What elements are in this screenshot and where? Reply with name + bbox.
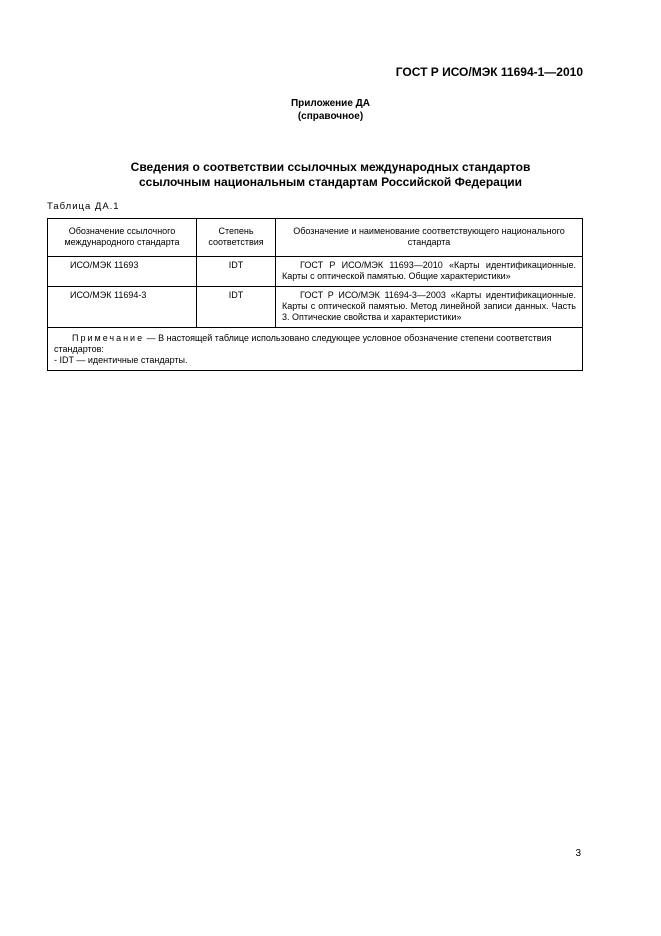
cell-national-standard: ГОСТ Р ИСО/МЭК 11693—2010 «Карты идентификационные. Карты с оптической памятью. Общие характеристики» <box>276 257 583 287</box>
table-note-row <box>48 328 583 371</box>
table-label: Таблица ДА.1 <box>47 201 120 212</box>
note-label: Примечание <box>72 333 145 343</box>
note-paragraph <box>54 333 576 355</box>
annex-heading <box>0 97 661 123</box>
cell-national-standard: ГОСТ Р ИСО/МЭК 11694-3—2003 «Карты идентификационные. Карты с оптической памятью. Метод линейной записи данных. Часть 3. Оптические свойства и характеристики» <box>276 287 583 328</box>
note-item: - IDT — идентичные стандарты. <box>54 355 188 365</box>
table-row <box>48 287 583 328</box>
header-ref-standard: Обозначение ссылочного международного стандарта <box>48 219 197 257</box>
cell-degree: IDT <box>197 257 276 287</box>
annex-type: (справочное) <box>297 111 364 122</box>
annex-title: Приложение ДА <box>290 98 371 109</box>
section-title-line-2: ссылочным национальным стандартам Российской Федерации <box>139 175 522 189</box>
cell-ref-standard: ИСО/МЭК 11694-3 <box>48 287 197 328</box>
document-header: ГОСТ Р ИСО/МЭК 11694-1—2010 <box>395 65 583 79</box>
cell-degree: IDT <box>197 287 276 328</box>
table-header-row <box>48 219 583 257</box>
header-national-standard: Обозначение и наименование соответствующего национального стандарта <box>276 219 583 257</box>
section-title-line-1: Сведения о соответствии ссылочных международных стандартов <box>130 160 531 174</box>
header-degree: Степень соответствия <box>197 219 276 257</box>
page-number: 3 <box>575 848 581 859</box>
section-title <box>0 160 661 190</box>
table-note <box>48 328 583 371</box>
correspondence-table <box>47 218 583 371</box>
note-text: — В настоящей таблице использовано следующее условное обозначение степени соответствия стандартов: <box>54 333 552 354</box>
cell-ref-standard: ИСО/МЭК 11693 <box>48 257 197 287</box>
table-row <box>48 257 583 287</box>
